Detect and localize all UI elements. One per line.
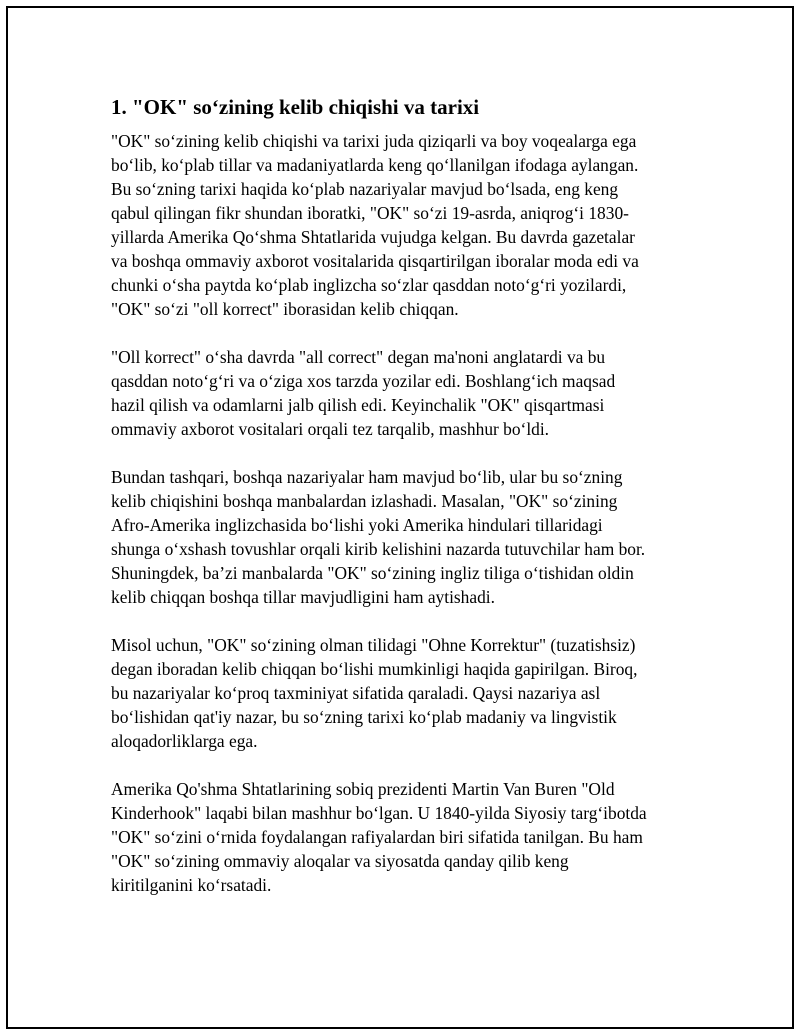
text-line: shunga o‘xshash tovushlar orqali kirib kelishini nazarda tutuvchilar ham bor. bbox=[111, 539, 646, 559]
text-line: chunki o‘sha paytda ko‘plab inglizcha so‘zlar qasddan noto‘g‘ri yozilardi, bbox=[111, 275, 627, 295]
paragraph-4 bbox=[111, 633, 691, 753]
paragraph-3 bbox=[111, 465, 691, 609]
paragraph-5 bbox=[111, 777, 691, 897]
text-line: bu nazariyalar ko‘proq taxminiyat sifatida qaraladi. Qaysi nazariya asl bbox=[111, 683, 601, 703]
text-line: kelib chiqishini boshqa manbalardan izlashadi. Masalan, "OK" so‘zining bbox=[111, 491, 618, 511]
text-line: Bu so‘zning tarixi haqida ko‘plab nazariyalar mavjud bo‘lsada, eng keng bbox=[111, 179, 619, 199]
text-line: "OK" so‘zining kelib chiqishi va tarixi juda qiziqarli va boy voqealarga ega bbox=[111, 131, 637, 151]
text-line: Shuningdek, ba’zi manbalarda "OK" so‘zining ingliz tiliga o‘tishidan oldin bbox=[111, 563, 634, 583]
text-line: degan iboradan kelib chiqqan bo‘lishi mumkinligi haqida gapirilgan. Biroq, bbox=[111, 659, 638, 679]
text-line: va boshqa ommaviy axborot vositalarida qisqartirilgan iboralar moda edi va bbox=[111, 251, 639, 271]
text-line: Afro-Amerika inglizchasida bo‘lishi yoki Amerika hindulari tillaridagi bbox=[111, 515, 603, 535]
paragraph-1 bbox=[111, 129, 691, 321]
text-line: Amerika Qo'shma Shtatlarining sobiq prezidenti Martin Van Buren "Old bbox=[111, 779, 615, 799]
text-line: yillarda Amerika Qo‘shma Shtatlarida vujudga kelgan. Bu davrda gazetalar bbox=[111, 227, 635, 247]
text-line: kiritilganini ko‘rsatadi. bbox=[111, 875, 272, 895]
text-line: qasddan noto‘g‘ri va o‘ziga xos tarzda yozilar edi. Boshlang‘ich maqsad bbox=[111, 371, 616, 391]
text-line: hazil qilish va odamlarni jalb qilish edi. Keyinchalik "OK" qisqartmasi bbox=[111, 395, 605, 415]
paragraph-2 bbox=[111, 345, 691, 441]
text-line: "OK" so‘zi "oll korrect" iborasidan kelib chiqqan. bbox=[111, 299, 459, 319]
text-line: bo‘lishidan qat'iy nazar, bu so‘zning tarixi ko‘plab madaniy va lingvistik bbox=[111, 707, 617, 727]
text-line: aloqadorliklarga ega. bbox=[111, 731, 258, 751]
text-line: Misol uchun, "OK" so‘zining olman tilidagi "Ohne Korrektur" (tuzatishsiz) bbox=[111, 635, 636, 655]
text-line: bo‘lib, ko‘plab tillar va madaniyatlarda keng qo‘llanilgan ifodaga aylangan. bbox=[111, 155, 639, 175]
text-line: Kinderhook" laqabi bilan mashhur bo‘lgan. U 1840-yilda Siyosiy targ‘ibotda bbox=[111, 803, 647, 823]
text-line: qabul qilingan fikr shundan iboratki, "OK" so‘zi 19-asrda, aniqrog‘i 1830- bbox=[111, 203, 629, 223]
document-body bbox=[111, 93, 691, 921]
text-line: "OK" so‘zini o‘rnida foydalangan rafiyalardan biri sifatida tanilgan. Bu ham bbox=[111, 827, 643, 847]
section-heading: 1. "OK" so‘zining kelib chiqishi va tarixi bbox=[111, 95, 480, 119]
text-line: kelib chiqqan boshqa tillar mavjudligini ham aytishadi. bbox=[111, 587, 495, 607]
text-line: ommaviy axborot vositalari orqali tez tarqalib, mashhur bo‘ldi. bbox=[111, 419, 550, 439]
text-line: "Oll korrect" o‘sha davrda "all correct" degan ma'noni anglatardi va bu bbox=[111, 347, 606, 367]
text-line: Bundan tashqari, boshqa nazariyalar ham mavjud bo‘lib, ular bu so‘zning bbox=[111, 467, 623, 487]
text-line: "OK" so‘zining ommaviy aloqalar va siyosatda qanday qilib keng bbox=[111, 851, 569, 871]
